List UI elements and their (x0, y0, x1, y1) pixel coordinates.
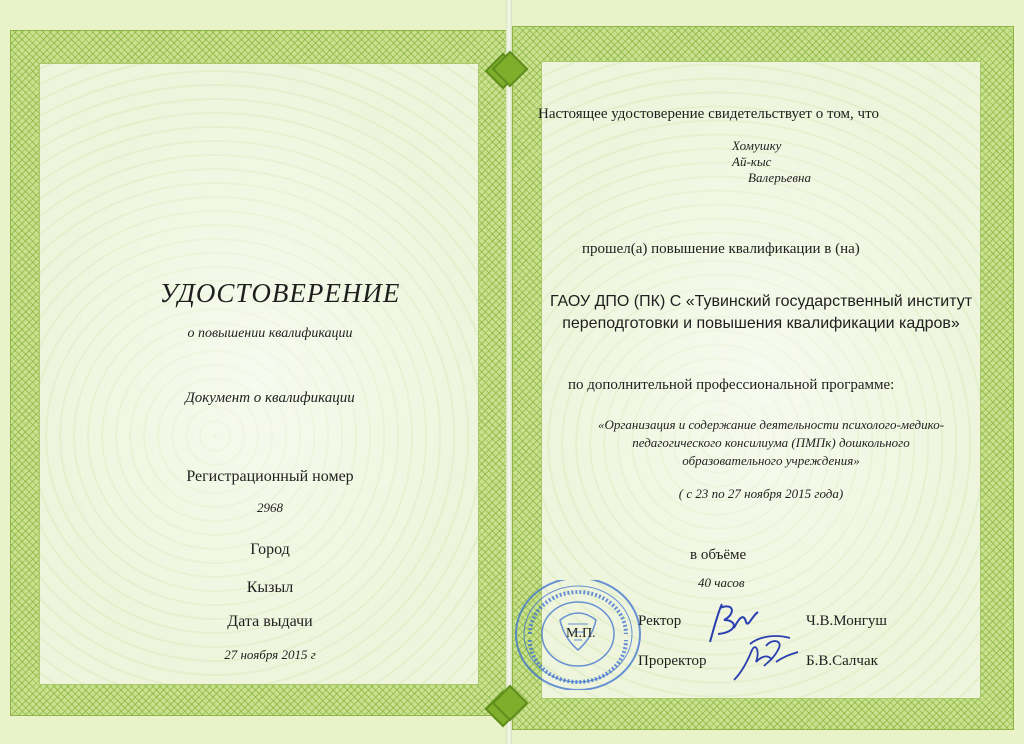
study-period: ( с 23 по 27 ноября 2015 года) (678, 486, 844, 501)
registration-label: Регистрационный номер (186, 468, 354, 485)
program-label: по дополнительной профессиональной программе: (568, 377, 895, 393)
institution-line: ГАОУ ДПО (ПК) С «Тувинский государственный институт (549, 293, 973, 310)
document-type: Документ о квалификации (185, 390, 355, 406)
passed-text: прошел(а) повышение квалификации в (на) (582, 241, 860, 257)
holder-first-name: Ай-кыс (732, 154, 772, 169)
hours-value: 40 часов (698, 575, 745, 590)
holder-surname: Хомушку (732, 138, 782, 153)
holder-patronymic: Валерьевна (748, 170, 811, 185)
prorector-name: Б.В.Салчак (806, 653, 878, 669)
issue-date-label: Дата выдачи (227, 613, 313, 630)
issue-date: 27 ноября 2015 г (224, 647, 316, 662)
certificate-subtitle: о повышении квалификации (187, 326, 353, 341)
prorector-label: Проректор (638, 653, 707, 669)
institution-line: переподготовки и повышения квалификации кадров» (562, 315, 960, 332)
program-name-line: «Организация и содержание деятельности психолого-медико- (597, 417, 945, 432)
certificate-title: УДОСТОВЕРЕНИЕ (159, 278, 401, 308)
intro-text: Настоящее удостоверение свидетельствует о том, что (538, 106, 879, 122)
program-name-line: образовательного учреждения» (682, 453, 860, 468)
seal-label: М.П. (566, 626, 596, 641)
city-label: Город (250, 541, 290, 558)
prorector-signature-icon (726, 632, 806, 688)
rector-name: Ч.В.Монгуш (806, 613, 887, 629)
volume-label: в объёме (690, 547, 747, 563)
rector-label: Ректор (638, 613, 682, 629)
city-value: Кызыл (246, 579, 294, 596)
registration-number: 2968 (257, 500, 283, 515)
program-name-line: педагогического консилиума (ПМПк) дошкольного (632, 435, 910, 450)
